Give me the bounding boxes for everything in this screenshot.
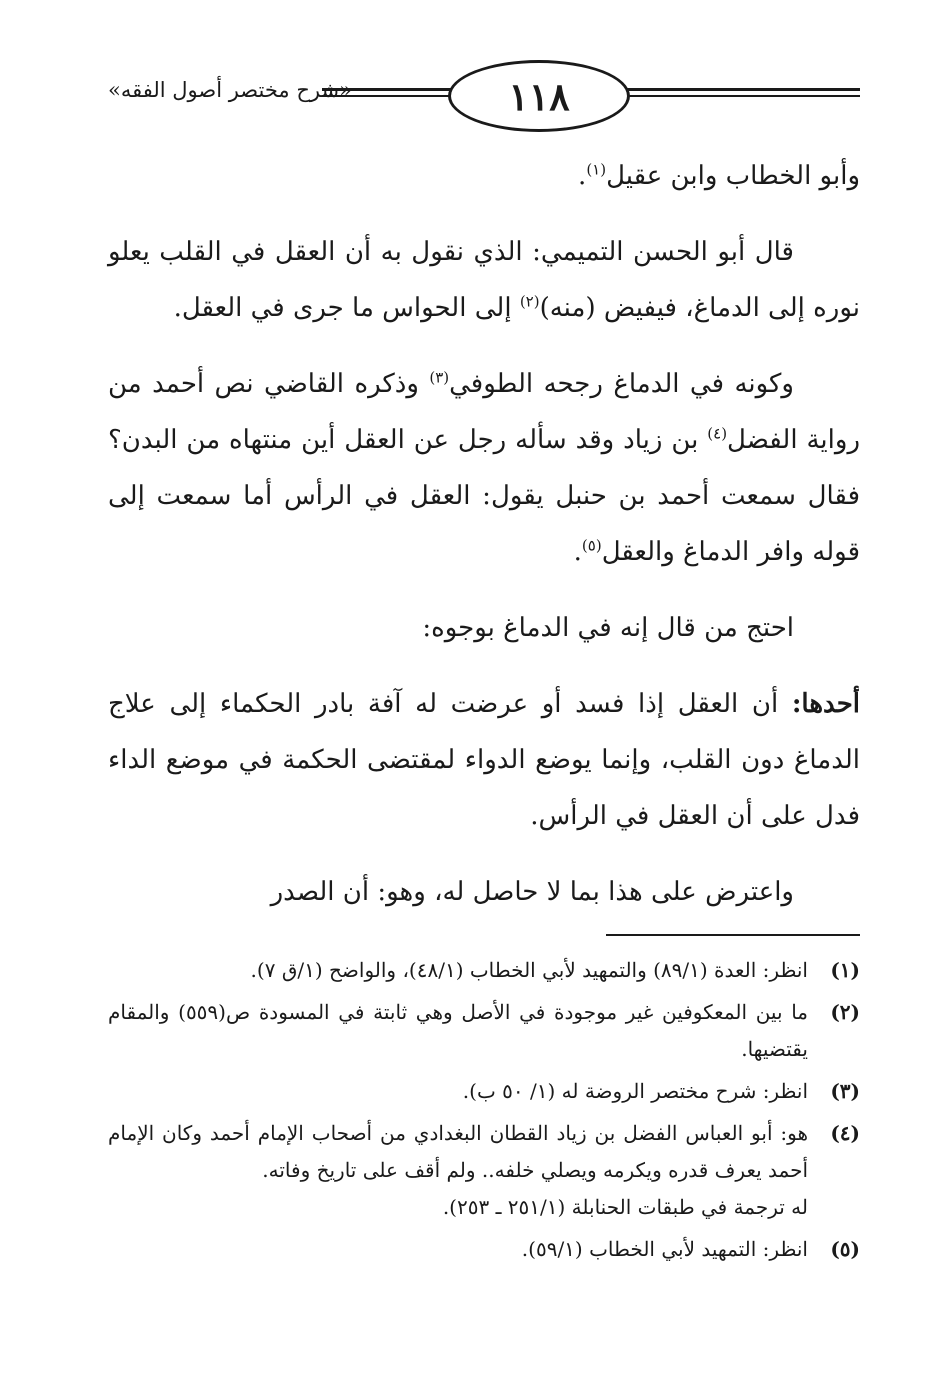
footnote-number: (٣) [830,1079,860,1103]
footnote [108,1073,860,1110]
footnote [108,994,860,1068]
footnote [108,1115,860,1226]
footnote-ref: (٢) [519,292,540,311]
paragraph: قال أبو الحسن التميمي: الذي نقول به أن العقل في القلب يعلو نوره إلى الدماغ، فيفيض (منه)$^{(٢)}$ إلى الحواس ما جرى في العقل. [108,237,860,323]
footnote-separator [606,934,860,936]
paragraph: أحدها: أن العقل إذا فسد أو عرضت له آفة بادر الحكماء إلى علاج الدماغ دون القلب، وإنما يوضع الدواء لمقتضى الحكمة في موضع الداء فدل على أن العقل في الرأس. [108,689,860,831]
footnote-number: (٥) [830,1237,860,1261]
footnote-ref: (٤) [707,424,728,443]
paragraph: واعترض على هذا بما لا حاصل له، وهو: أن الصدر [270,877,794,907]
running-title: «شرح مختصر أصول الفقه» [108,78,352,102]
paragraph: احتج من قال إنه في الدماغ بوجوه: [422,613,794,643]
footnote-ref: (١) [586,160,607,179]
footnote [108,1231,860,1268]
paragraph: وأبو الخطاب وابن عقيل$^{(١)}$. [578,160,860,191]
footnote-text: انظر: العدة (٨٩/١) والتمهيد لأبي الخطاب (٤٨/١)، والواضح (١/ق ٧). [250,958,808,982]
footnote-subline: له ترجمة في طبقات الحنابلة (٢٥١/١ ـ ٢٥٣). [442,1195,808,1219]
footnote-number: (١) [830,958,860,982]
footnote-number: (٢) [830,1000,860,1024]
footnote-ref: (٣) [429,368,450,387]
footnotes [108,952,860,1273]
footnote-text: انظر: شرح مختصر الروضة له (١/ ٥٠ ب). [462,1079,808,1103]
footnote-ref: (٥) [581,536,602,555]
page-header [108,58,860,134]
footnote-text: هو: أبو العباس الفضل بن زياد القطان البغدادي من أصحاب الإمام أحمد وكان الإمام أحمد يعرف قدره ويكرمه ويصلي خلفه.. ولم أقف على تاريخ وفاته. [108,1121,808,1182]
page-number-oval [448,60,630,132]
footnote-text: ما بين المعكوفين غير موجودة في الأصل وهي ثابتة في المسودة ص(٥٥٩) والمقام يقتضيها. [108,1000,808,1061]
footnote [108,952,860,989]
paragraph: وكونه في الدماغ رجحه الطوفي$^{(٣)}$ وذكره القاضي نص أحمد من رواية الفضل$^{(٤)}$ بن زياد وقد سأله رجل عن العقل أين منتهاه من البدن؟ فقال سمعت أحمد بن حنبل يقول: العقل في الرأس أما سمعت إلى قوله وافر الدماغ والعقل$^{(٥)}$. [108,368,860,567]
paragraph-lead: أحدها: [791,689,860,719]
footnote-text: انظر: التمهيد لأبي الخطاب (٥٩/١). [521,1237,808,1261]
footnote-number: (٤) [830,1121,860,1145]
main-text [108,148,860,940]
page-number: ١١٨ [508,73,570,119]
